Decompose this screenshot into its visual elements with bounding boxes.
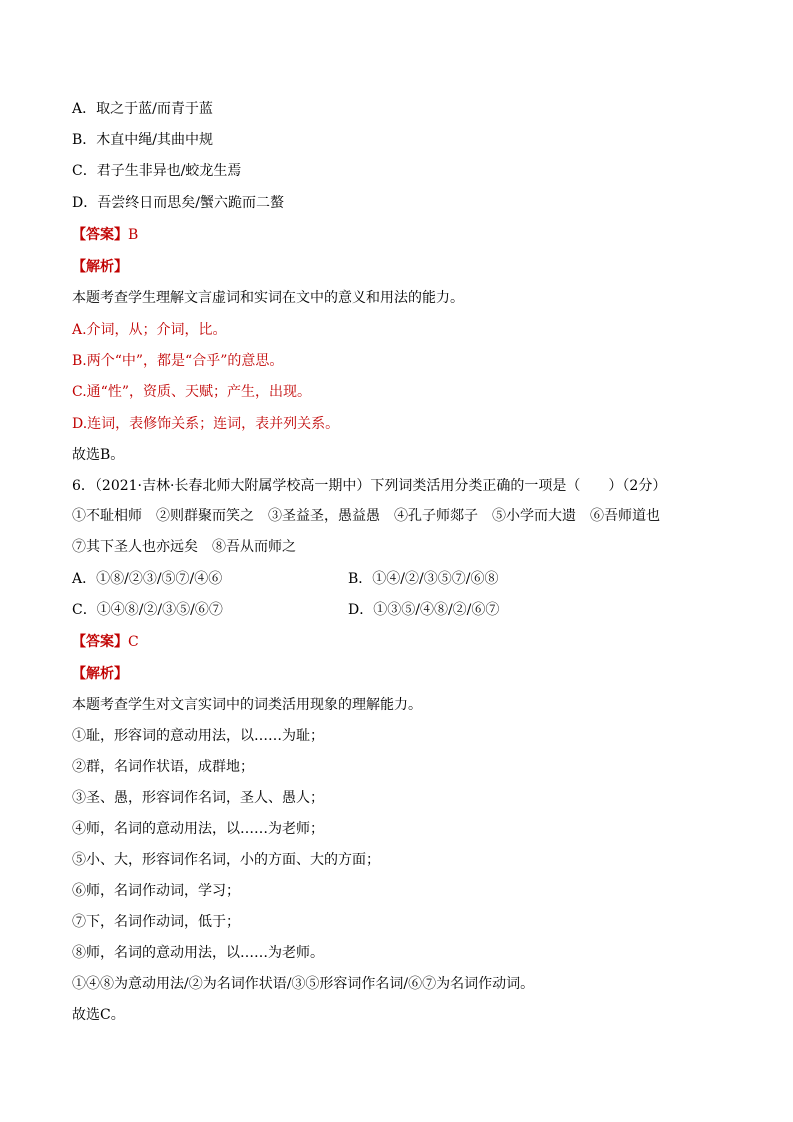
q5-conclusion: 故选B。 [72,447,125,463]
q6-analysis-item-1: ①耻，形容词的意动用法，以……为耻； [72,728,324,744]
q6-analysis-tag: 【解析】 [72,666,128,682]
q6-conclusion: 故选C。 [72,1007,125,1023]
q6-option-a: A．①⑧/②③/⑤⑦/④⑥ [72,571,223,587]
q6-analysis-intro: 本题考查学生对文言实词中的词类活用现象的理解能力。 [72,697,422,713]
answer-tag: 【答案】 [72,634,128,650]
q6-analysis-item-5: ⑤小、大，形容词作名词，小的方面、大的方面； [72,852,380,868]
q6-items-line1: ①不耻相师 ②则群聚而笑之 ③圣益圣，愚益愚 ④孔子师郯子 ⑤小学而大遗 ⑥吾师道也 [72,508,660,524]
q5-answer: B [128,227,139,243]
q6-answer: C [128,634,139,650]
q5-analysis-a: A.介词，从；介词，比。 [72,322,227,338]
q5-option-c: C．君子生非异也/蛟龙生焉 [72,163,242,179]
q5-analysis-b: B.两个“中”，都是“合乎”的意思。 [72,353,284,369]
q5-option-a: A．取之于蓝/而青于蓝 [72,101,213,117]
q6-analysis-item-6: ⑥师，名词作动词，学习； [72,883,240,899]
q6-analysis-item-7: ⑦下，名词作动词，低于； [72,914,240,930]
q5-analysis-tag: 【解析】 [72,259,128,275]
q6-analysis-item-4: ④师，名词的意动用法，以……为老师； [72,821,324,837]
q6-analysis-summary: ①④⑧为意动用法/②为名词作状语/③⑤形容词作名词/⑥⑦为名词作动词。 [72,976,535,992]
q6-option-c: C．①④⑧/②/③⑤/⑥⑦ [72,602,223,618]
q5-answer-line [72,226,733,244]
q6-stem: 6．（2021·吉林·长春北师大附属学校高一期中）下列词类活用分类正确的一项是（ ）（2分） [72,478,667,494]
q5-option-d: D．吾尝终日而思矣/蟹六跪而二螯 [72,195,284,211]
q5-analysis-c: C.通“性”，资质、天赋；产生，出现。 [72,384,311,400]
answer-tag: 【答案】 [72,227,128,243]
q6-analysis-item-8: ⑧师，名词的意动用法，以……为老师。 [72,945,324,961]
q5-option-b: B．木直中绳/其曲中规 [72,132,214,148]
q6-option-b: B．①④/②/③⑤⑦/⑥⑧ [348,571,499,587]
q6-answer-line [72,633,733,651]
q6-analysis-item-2: ②群，名词作状语，成群地； [72,759,254,775]
q6-analysis-item-3: ③圣、愚，形容词作名词，圣人、愚人； [72,790,324,806]
q5-analysis-intro: 本题考查学生理解文言虚词和实词在文中的意义和用法的能力。 [72,290,464,306]
q5-analysis-d: D.连词，表修饰关系；连词，表并列关系。 [72,416,340,432]
q6-option-d: D．①③⑤/④⑧/②/⑥⑦ [348,602,500,618]
q6-items-line2: ⑦其下圣人也亦远矣 ⑧吾从而师之 [72,539,296,555]
